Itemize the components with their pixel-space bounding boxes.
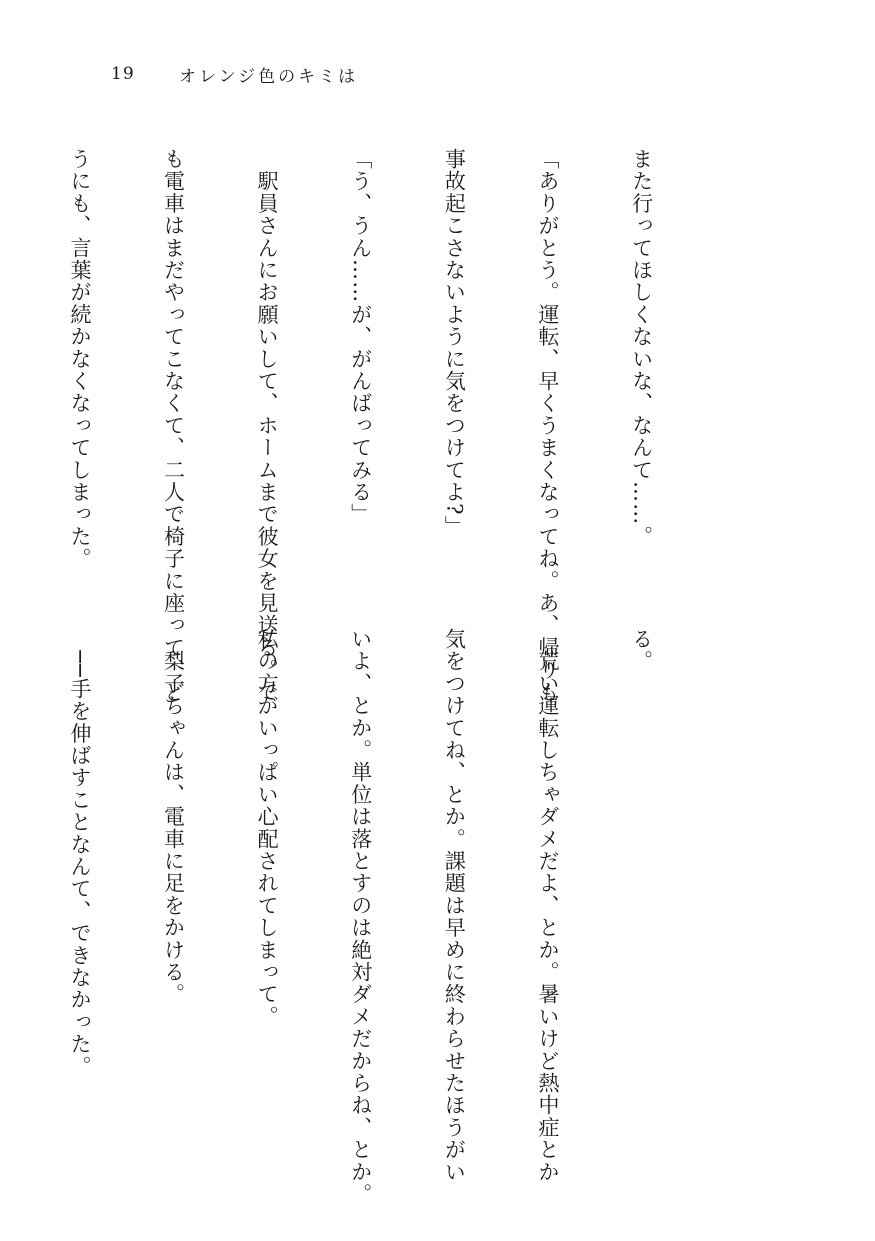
- running-title: オレンジ色のキミは: [179, 66, 359, 87]
- text-line: いよ、とか。単位は落とすのは絶対ダメだからね、とか。: [348, 628, 373, 1206]
- text-line: [0, 148, 1, 618]
- text-line: 気をつけてね、とか。課題は早めに終わらせたほうがい: [442, 628, 467, 1183]
- text-block-upper: [67, 148, 719, 703]
- text-line: 「う、うん……が、がんばってみる」: [348, 148, 373, 526]
- text-line: うにも、言葉が続かなくなってしまった。: [67, 148, 92, 570]
- text-line: 梨子ちゃんは、電車に足をかける。: [161, 628, 186, 1006]
- text-line: 事故起こさないように気をつけてよ?」: [442, 148, 467, 538]
- text-line: ──手を伸ばすことなんて、できなかった。: [67, 628, 92, 1078]
- text-block-lower: [67, 628, 719, 1206]
- text-line: [0, 628, 1, 1098]
- text-line: 駅員さんにお願いして、ホームまで彼女を見送る。で: [255, 148, 280, 703]
- text-line: また行ってほしくないな、なんて……。: [629, 148, 654, 548]
- text-line: る。: [629, 628, 654, 673]
- text-line: 荒い運転しちゃダメだよ、とか。暑いけど熱中症とか: [535, 628, 560, 1183]
- text-line: 私の方がいっぱい心配されてしまって。: [255, 628, 280, 1028]
- running-header: [111, 62, 358, 86]
- text-line: も電車はまだやってこなくて、二人で椅子に座って、ど: [161, 148, 186, 703]
- page-number: 19: [111, 64, 135, 84]
- text-line: 「ありがとう。運転、早くうまくなってね。あ、帰りも: [535, 148, 560, 703]
